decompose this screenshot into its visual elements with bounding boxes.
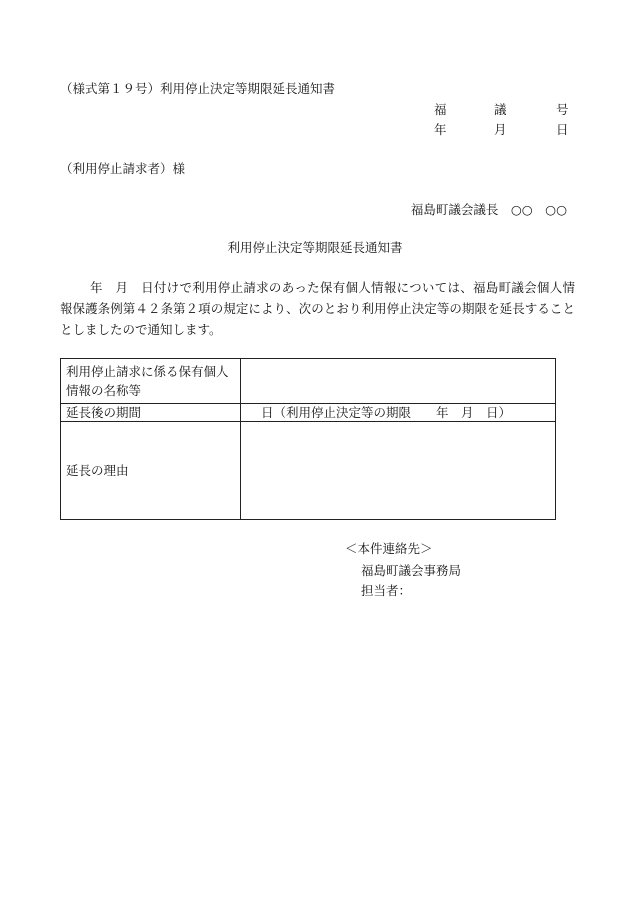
- date-day: 日: [556, 122, 569, 137]
- table-row: [61, 422, 556, 520]
- table-row: [61, 404, 556, 422]
- row3-value: [241, 422, 556, 520]
- date-year: 年: [434, 122, 447, 137]
- contact-person: 担当者：: [361, 583, 412, 598]
- body-text: 年 月 日付けで利用停止請求のあった保有個人情報については、福島町議会個人情報保護条例第４２条第２項の規定により、次のとおり利用停止決定等の期限を延長することとしましたので通知します。: [60, 280, 575, 337]
- row1-label: 利用停止請求に係る保有個人情報の名称等: [61, 359, 241, 404]
- ref-go: 号: [556, 102, 569, 117]
- row2-value: 日（利用停止決定等の期限 年 月 日）: [241, 404, 556, 422]
- info-table: [60, 358, 556, 520]
- ref-gi: 議: [494, 102, 507, 117]
- document-title: 利用停止決定等期限延長通知書: [227, 240, 403, 255]
- contact-office: 福島町議会事務局: [361, 563, 462, 578]
- ref-fuku: 福: [434, 102, 447, 117]
- addressee: （利用停止請求者）様: [60, 161, 186, 176]
- contact-heading: ＜本件連絡先＞: [345, 541, 433, 556]
- sender: 福島町議会議長 ○○ ○○: [410, 202, 567, 217]
- row1-value: [241, 359, 556, 404]
- form-label: （様式第１９号）利用停止決定等期限延長通知書: [60, 81, 336, 96]
- date-month: 月: [494, 122, 507, 137]
- row3-label: 延長の理由: [61, 422, 241, 520]
- table-row: [61, 359, 556, 404]
- row2-label: 延長後の期間: [61, 404, 241, 422]
